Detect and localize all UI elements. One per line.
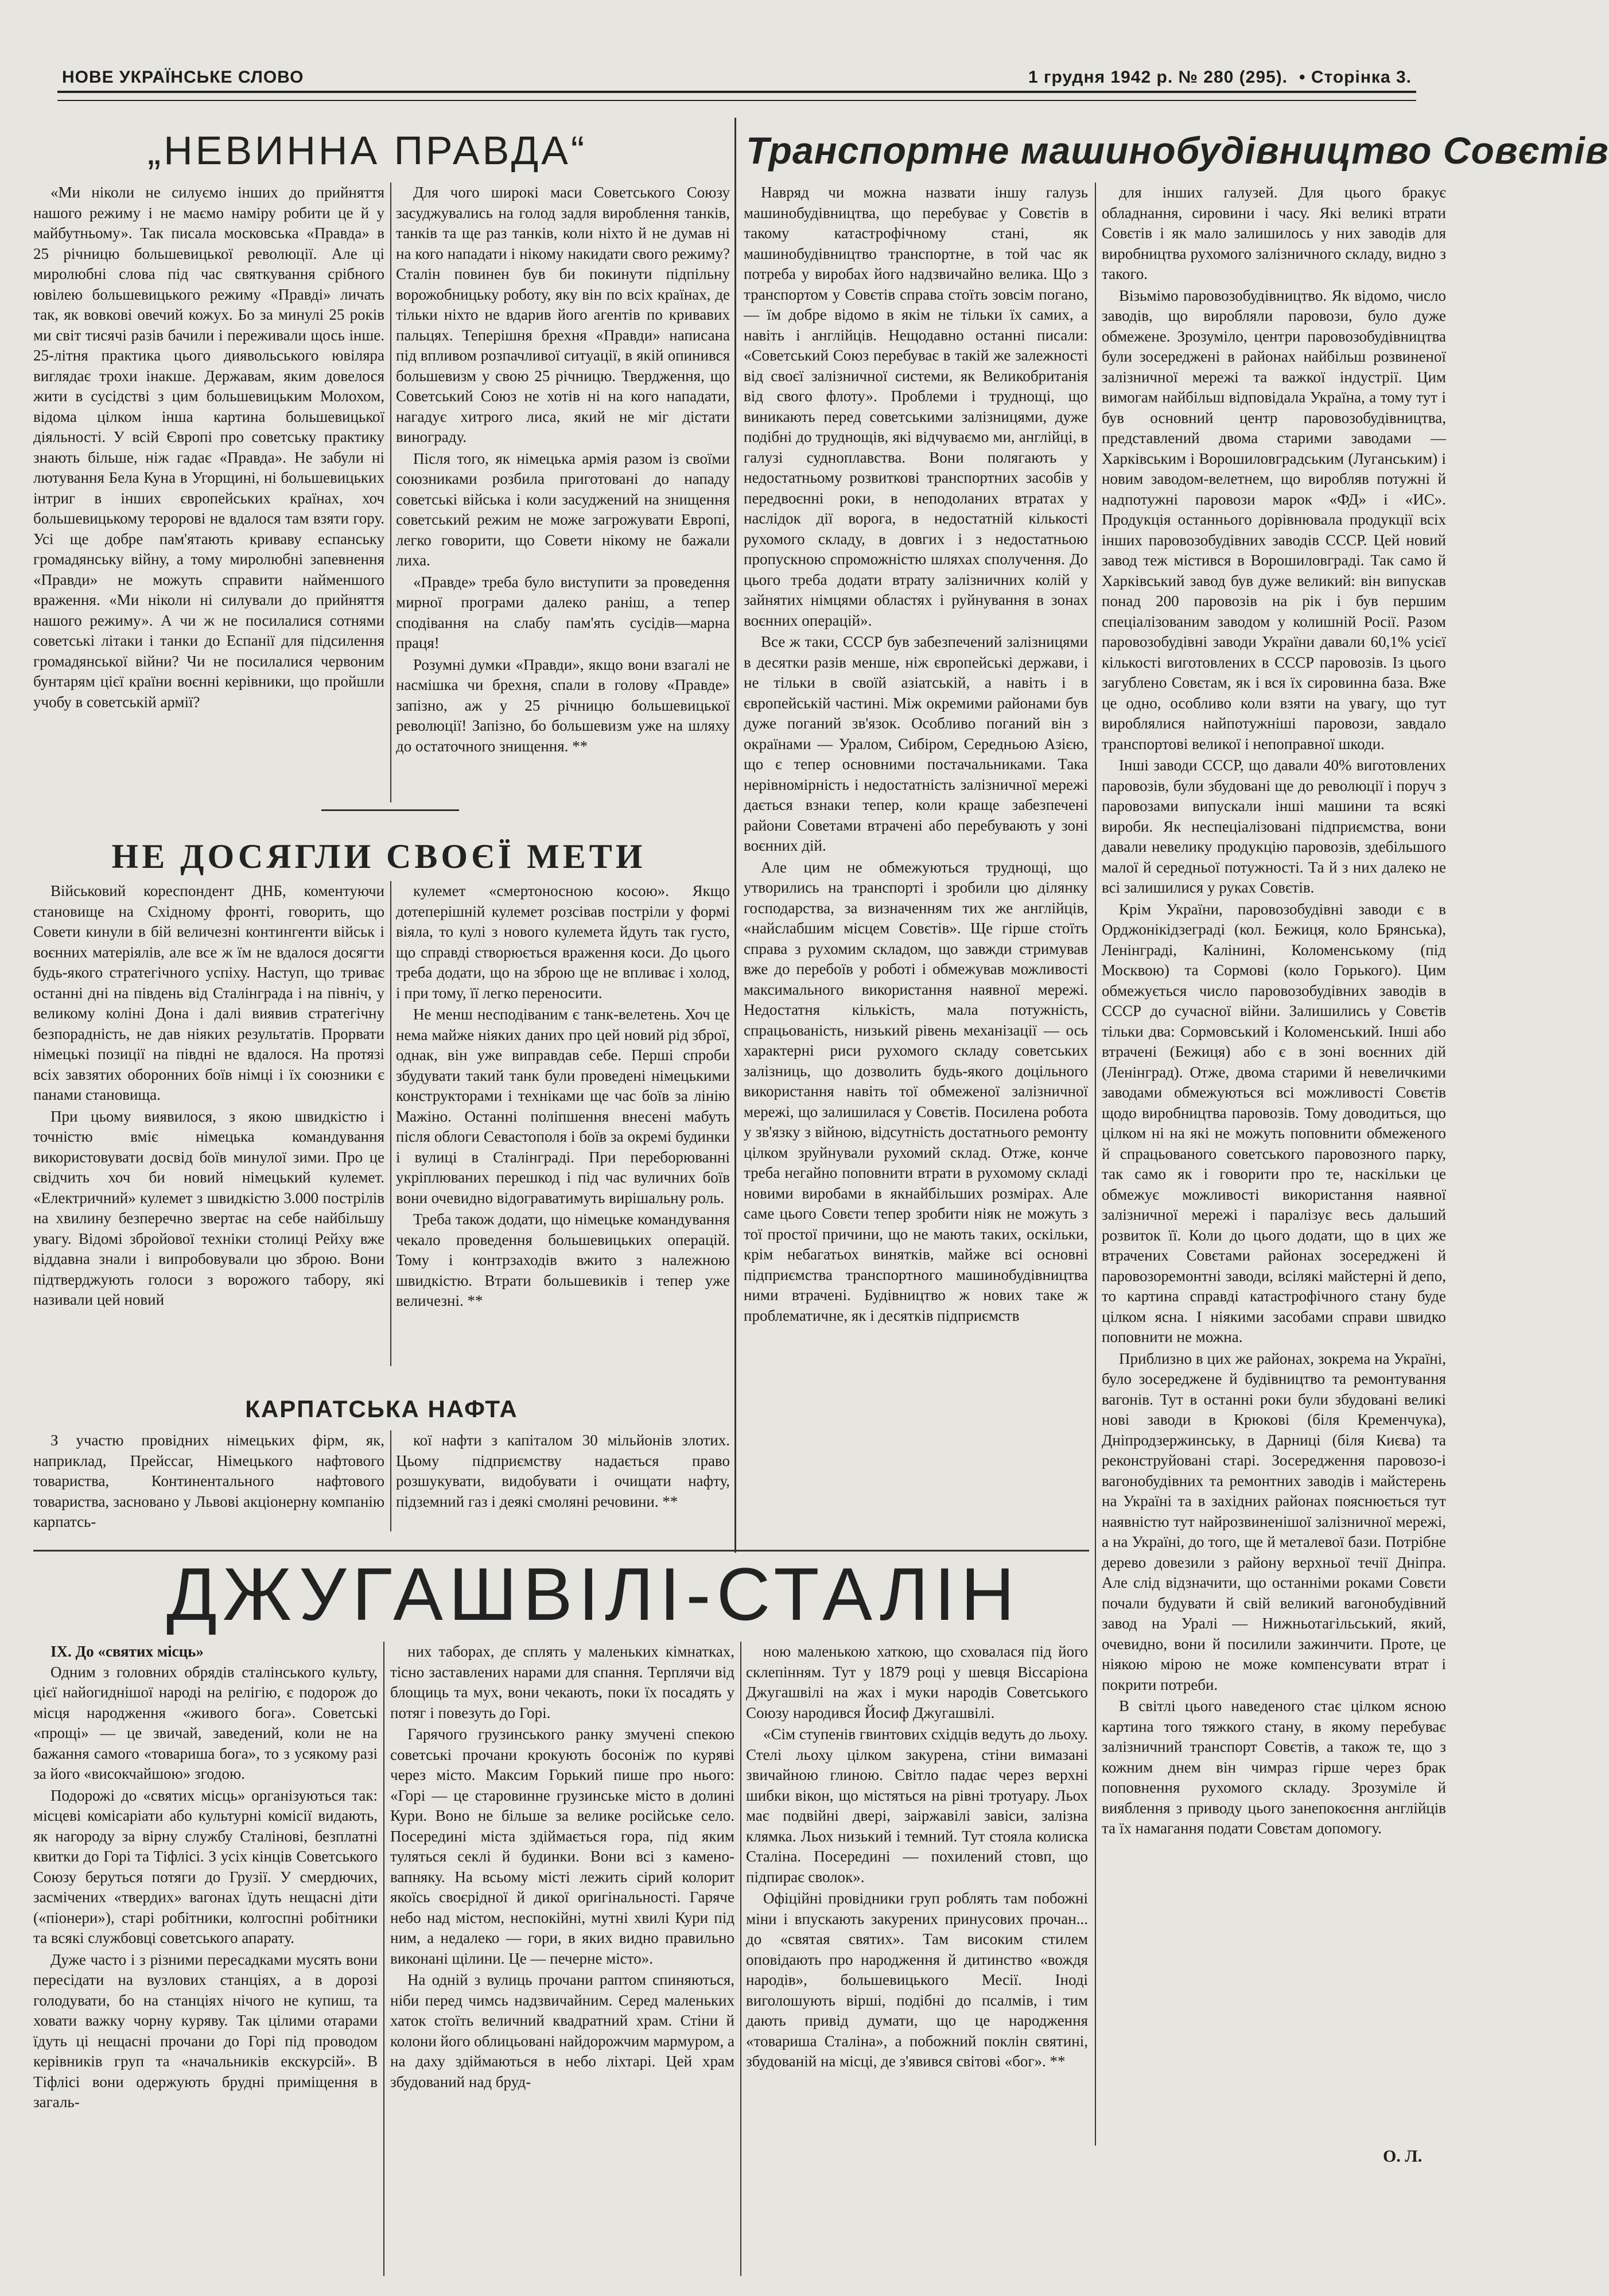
article-transport-col1 [744,183,1088,1572]
headline-transportne: Транспортне машинобудівництво Совєтів [746,129,1609,172]
paragraph: Гарячого грузинського ранку змучені спекою советські прочани крокують босоніж по куряві через місто. Максим Горький пише про нього: «Горі — це старовинне грузинське місто в долині Кури. Воно не більше за велике російське село. Посередині міста здіймається гора, під яким туляться секлі й будинки. Вони всі з камено-вапняку. На всьому місті лежить сірий колорит якоїсь своєрідної й дикої оригінальності. Гаряче небо над містом, неспокійні, мутні хвилі Кури під ним, а недалеко — гори, в яких видно правильно виконані щілини. Це — печерне місто». [390,1725,734,1967]
paragraph: Все ж таки, СССР був забезпечений залізницями в десятки разів менше, ніж європейські держави, і не тільки в своїй азіатській, а навіть і в європейській частині. Між окремими районами був дуже поганий зв'язок. Особливо поганий він з окраїнами — Уралом, Сибіром, Середньою Азією, що є тепер основними постачальниками. Така нерівномірність і недостатність залізничної мережі дається взнаки тепер, коли краще забезпечені райони Советами втрачені або перебувають у зоні воєнних дій. [744,633,1088,854]
column-rule [390,183,391,802]
masthead [62,62,1412,87]
article-nevynna-pravda-col2 [396,183,730,805]
paragraph: «Правде» треба було виступити за проведення мирної програми далеко раніш, а тепер сподівання на слабу пам'ять сусідів—марна праця! [396,573,730,651]
paragraph: Не менш несподіваним є танк-велетень. Хоч це нема майже ніяких даних про цей новий рід зброї, однак, він уже виправдав себе. Перші спроби збудувати такий танк були проведені німецькими конструкторами і техніками ще час боїв за лінію Мажіно. Останні поліпшення внесені мабуть після облоги Севастополя і боїв за окремі будинки і вулиці в Сталінграді. При переборюванні укріплюваних перешкод і під час вуличних боїв вони очевидно відограватимуть вирішальну роль. [396,1006,730,1207]
article-dzhugashvili-col1-body [33,1662,378,2113]
article-dzhugashvili-col1 [33,1642,378,2279]
paragraph: Для чого широкі маси Советського Союзу засуджувались на голод задля вироблення танків, танків та ще раз танків, коли ніхто й не думав ні на кого нападати і нікому накидати свого режиму? Сталін повинен був би покинути підпільну ворожобницьку роботу, яку він по всіх країнах, де тільки ніхто не вдарив його агентів по кривавих пальцях. Теперішня брехня «Правди» написана під впливом розпачливої ситуації, в якій опинився большевизм у свою 25 річницю. Твердження, що Советський Союз не хотів ні на кого нападати, нагадує хитрого лиса, який не міг дістати винограду. [396,184,730,445]
column-rule [740,1642,741,2276]
headline-dzhugashvili: ДЖУГАШВІЛІ-СТАЛІН [166,1552,1021,1636]
column-rule [1095,183,1096,2146]
column-rule [390,1430,391,1531]
paragraph: Після того, як німецька армія разом із своїми союзниками розбила приготовані до нападу советські війська і коли засуджений на знищення советський режим не може загрожувати Европі, легко говорити, що Совети нікому не бажали лиха. [396,449,730,569]
article-karpatska-nafta-col1 [33,1430,384,1534]
issue-info [1028,68,1412,87]
article-dzhugashvili-col3 [746,1642,1088,2279]
paragraph: Одним з головних обрядів сталінського культу, цієї найогиднішої народі на релігію, є подорож до місця народження «живого бога». Советські «прощі» — це звичай, заведений, коли не на бажання самого «товариша бога», то з усякому разі за його «високчайшою» згодою. [33,1663,378,1782]
separator-rule [321,809,459,811]
paragraph: Дуже часто і з різними пересадками мусять вони пересідати на вузлових станціях, а в дорозі голодувати, бо на станціях нічого не купиш, та ховати важку чорну куряву. Так цілими отарами їдуть ці нещасні прочани до Горі під проводом керівників груп та «начальників екскурсій». В Тіфлісі вони одержують брудні приміщення в загаль- [33,1950,378,2111]
paragraph: Візьмімо паровозобудівництво. Як відомо, число заводів, що виробляли паровози, було дуже обмежене. Зрозуміло, центри паровозобудівництва були зосереджені в районах найбільш розвиненої залізничної мережі та важкої індустрії. Цим вимогам найбільш відповідала Україна, а тому тут і був основний центр паровозобудівництва, представлений двома старими заводами — Харківським і Ворошиловградським (Луганським) і новим заводом-велетнем, що виробляв потужні й надпотужні паровози марок «ФД» і «ИС». Продукція останнього дорівнювала продукції всіх інших паровозобудівних заводів СССР. Цей новий завод теж містився в Ворошиловграді. Так само й Харківський завод був дуже великий: він випускав понад 200 паровозів на рік і був першим спеціалізованим заводом у колишній Росії. Разом паровозобудівні заводи України давали 60,1% усієї кількості виготовлених в СССР паровозів. Із цього загублено Совєтам, як і вся їх сировинна база. Вже це одно, особливо коли взяти на увагу, що тут вироблялися найпотужніші паровози, завдало транспортові великої і непоправної шкоди. [1102,286,1446,753]
paragraph: Треба також додати, що німецьке командування чекало проведення большевицьких операцій. Тому і контрзаходів вжито з належною швидкістю. Втрати большевиків і тепер уже величезні. ** [396,1211,730,1309]
paragraph: Але цим не обмежуються труднощі, що утворились на транспорті і зробили цю ділянку господарства, за визначенням тих же англійців, «найслабшим місцем Совєтів». Ще гірше стоїть справа з рухомим складом, що завжди стримував вже до перебоїв у роботі і обмежував можливості максимального використання наявної мережі. Недостатня кількість, мала потужність, спрацьованість, низький рівень механізації — ось характерні риси рухомого складу советських залізниць, що дозволить будь-якого доцільного використання навіть тої обмеженої залізничної мережі, що залишилася у Совєтів. Посилена робота у зв'язку з війною, відсутність достатнього ремонту цілком зруйнували рухомий склад. Отже, конче треба негайно поповнити втрати в рухомому складі новими виробами в якнайбільших розмірах. Але саме цього Совєти тепер зробити ніяк не можуть з тої простої причини, що не мають таких, оскільки, крім небагатьох винятків, майже всі основні підприємства транспортного машинобудівництва ними втрачені. Будівництво ж нових таке ж проблематичне, як і десятків підприємств [744,858,1088,1324]
headline-karpatska-nafta: КАРПАТСЬКА НАФТА [245,1395,518,1422]
article-ne-dosyahly-col1 [33,881,384,1369]
paragraph: При цьому виявилося, з якою швидкістю і точністю вміє німецька командування використовувати досвід боїв минулої зими. Про це свідчить хоч би новий німецький кулемет. «Електричний» кулемет з швидкістю 3.000 пострілів на хвилину безперечно звертає на себе найбільшу увагу. Відомі збройової техніки столиці Рейху вже віддавна знали і випробовували цю зброю. Вони підтверджують голоси з ворожого табору, які називали цей новий [33,1107,384,1308]
headline-ne-dosyahly: НЕ ДОСЯГЛИ СВОЄЇ МЕТИ [111,837,646,875]
paragraph: З участю провідних німецьких фірм, як, наприклад, Прейссаг, Німецького нафтового товариства, Континентального нафтового товариства, засновано у Львові акціонерну компанію карпатсь- [33,1432,384,1530]
article-ne-dosyahly-col2 [396,881,730,1369]
section-rule [734,118,736,1553]
article-transport-col2 [1102,183,1446,2146]
headline-nevynna-pravda: „НЕВИННА ПРАВДА“ [147,128,588,173]
paragraph: Інші заводи СССР, що давали 40% виготовлених паровозів, були збудовані ще до революції і поруч з паровозами випускали інші машини та всякі вироби. Як неспеціалізовані підприємства, вони давали невелику продукцію паровозів, здебільшого малої й середньої потужності. Та й з них далеко не всі залишилися у руках Совєтів. [1102,757,1446,896]
paragraph: Крім України, паровозобудівні заводи є в Орджонікідзеграді (кол. Бежиця, коло Брянська), Ленінграді, Калінині, Коломенському (під Москвою) та Сормові (коло Горького). Цим обмежується число паровозобудівних заводів в СССР до сучасної війни. Залишились у Совєтів тільки два: Сормовський і Коломенський. Інші або втрачені (Бежиця) або є в зоні воєнних дій (Ленінград). Отже, двома старими й невеличкими заводами обмежуються всі можливості Совєтів щодо виробництва паровозів. Тому доводиться, що цілком ні на які не можуть поповнити обмеженого й спрацьованого советського паровозного парку, так само як і говорити про те, наскільки це обмежує можливості використання наявної залізничної мережі і паралізує весь дальший розвиток її. Коли до цього додати, що в цих же втрачених Совєтами районах зосереджені й паровозоремонтні заводи, всілякі майстерні й депо, то картина справді катастрофічного стану буде цілком ясна. І ніякими засобами справи швидко поповнити не можна. [1102,900,1446,1345]
column-rule [383,1642,384,2276]
paragraph: кулемет «смертоносною косою». Якщо дотеперішній кулемет розсівав постріли у формі віяла, то кулі з нового кулемета йдуть так густо, що справді створюється враження коси. До цього треба додати, що на зброю ще не впливає і холод, і при тому, її легко переносити. [396,882,730,1002]
article-subtitle: IX. До «святих місць» [50,1643,204,1660]
masthead-rule [57,91,1416,101]
paragraph: «Ми ніколи не силуємо інших до прийняття нашого режиму і не маємо наміру робити це й у майбутньому». Так писала московська «Правда» в 25 річницю большевицької революції. Але ці миролюбні слова під час святкування срібного ювілею большевицького режиму «Правді» личать так, як вовкові овечий кожух. Бо за минулі 25 років ми світ тисячі разів бачили і переживали щось інше. 25-літня практика цього диявольського ювіляра виглядає трохи інакше. Державам, яким довелося жити в сусідстві з цим большевицьким Молохом, відома цілком інша картина большевицької діяльності. У всій Європі про советську практику знають більше, ніж гадає «Правда». Не забули ні лютування Бела Куна в Угорщині, ні большевицьких інтриг в інших європейських країнах, хоч большевицькому теророві не вдалося там взяти гору. Усі ще добре пам'ятають криваву еспанську громадянську війну, а тому миролюбні запевнення «Правди» не можуть справити найменшого враження. «Ми ніколи ні силували до прийняття нашого режиму». А чи ж не посилалися сотнями советські літаки і танки до Еспанії для підсилення громадянської війни? Чи не посилалися червоним бунтарям цієї країни воєнні керівники, що пройшли учобу в советській армії? [33,184,384,711]
paragraph: «Сім ступенів гвинтових східців ведуть до льоху. Стелі льоху цілком закурена, стіни вимазані звичайною глиною. Світло падає через верхні шибки вікон, що містяться на рівні тротуару. Льох має подвійні двері, заіржавілі завіси, залізна клямка. Льох низький і темний. Тут стояла колиска Сталіна. Посередині — похилений стовп, що підпирає сволок». [746,1725,1088,1886]
paragraph: Офіційні провідники груп роблять там побожні міни і впускають закурених принусових прочан... до «святая святих». Там високим стилем оповідають про народження й дитинство «вождя народів», большевицького Месії. Іноді виголошують вірші, подібні до псалмів, і тим дають привід думати, що це народження «товариша Сталіна», а побожний поклін святині, збудованій на місці, де з'явився світові «бог». ** [746,1890,1088,2070]
article-dzhugashvili-col2 [390,1642,734,2279]
paragraph: них таборах, де сплять у маленьких кімнатках, тісно заставлених нарами для спання. Терплячи від блощиць та мух, вони чекають, поки їх посадять у потяг і повезуть до Горі. [390,1643,734,1721]
paragraph: Навряд чи можна назвати іншу галузь машинобудівництва, що перебуває у Совєтів в такому катастрофічному стані, як машинобудівництво транспортне, в той час як потреба у виробах його надзвичайно велика. Що з транспортом у Совєтів справа стоїть зовсім погано, — їм добре відомо в якім не тільки їх самих, а навіть і англійців. Нещодавно останні писали: «Советський Союз перебуває в такій же залежності від своєї залізничної системи, як Великобританія від свого флоту». Проблеми і труднощі, що виникають перед советськими залізницями, дуже подібні до труднощів, які відчуваємо ми, англійці, в галузі судноплавства. Вони полягають у недостатньому розвиткові транспортних засобів у передвоєнні роки, в неподоланих втратах у наслідок дії ворога, в недостатній кількості рухомого складу, в довгих і з недостатньою пропускною спроможністю шляхах сполучення. До цього треба додати втрату залізничних колій у зайнятих німцями областях і руйнування в зонах воєнних операцій». [744,184,1088,629]
article-signature: О. Л. [1383,2147,1423,2166]
newspaper-name: НОВЕ УКРАЇНСЬКЕ СЛОВО [62,68,304,87]
paragraph: кої нафти з капіталом 30 мільйонів злотих. Цьому підприємству надається право розшукувати, видобувати і очищати нафту, підземний газ і деякі смоляні речовини. ** [396,1432,730,1510]
paragraph: На одній з вулиць прочани раптом спиняються, ніби перед чимсь надзвичайним. Серед маленьких хаток стоїть величний квадратний храм. Стіни й колони його облицьовані найдорожчим мармуром, а на даху здіймаються в небо ліхтарі. Цей храм збудований над бруд- [390,1971,734,2091]
page-number: • Сторінка 3. [1299,68,1412,87]
paragraph: Подорожі до «святих місць» організуються так: місцеві комісаріати або культурні комісії видають, як нагороду за вірну службу Сталінові, безплатні квитки до Горі та Тіфлісі. З усіх кінців Советського Союзу беруться потяги до Грузії. У смердючих, засмічених «твердих» вагонах їдуть нещасні діти («піонери»), старі робітники, колгоспні робітники та всякі службовці советського апарату. [33,1786,378,1946]
article-nevynna-pravda-col1 [33,183,384,805]
paragraph: Військовий кореспондент ДНБ, коментуючи становище на Східному фронті, говорить, що Совети кинули в бій величезні контингенти військ і воєнних матеріялів, але все ж їм не вдалося досягти будь-якого стратегічного успіху. Наступ, що триває останні дні на південь від Сталінграда і на північ, у великому коліні Дона і далі виявив стратегічну безпорадність, не дав ніяких результатів. Прорвати німецькі позиції на півдні не вдалося. На протязі всіх завзятих оборонних боїв німці і їх союзники є панами становища. [33,882,384,1103]
paragraph: Розумні думки «Правди», якщо вони взагалі не насмішка чи брехня, спали в голову «Правде» запізно, аж у 25 річницю большевицької революції! Запізно, бо большевизм уже на шляху до остаточного знищення. ** [396,656,730,755]
column-rule [390,881,391,1366]
paragraph: Приблизно в цих же районах, зокрема на Україні, було зосереджене й будівництво та ремонтування вагонів. Тут в останні роки були збудовані великі нові заводи в Крюкові (біля Кременчука), Дніпродзержинську, в Дарниці (біля Києва) та реконструйовані старі. Зосередження паровозо-і вагонобудівних та ремонтних заводів і майстерень на Україні та в західних районах пояснюється тут наявністю тут найрозвиненішої залізничної мережі, а на Україні, до того, ще й металевої бази. Потрібне дерево довезили з району верхньої течії Дніпра. Але слід відзначити, що останніми роками Совєти почали будувати й свій великий вагонобудівний завод на Уралі — Нижньотагільський, який, очевидно, вони й посилили зажинчити. Проте, це ніякою мірою не може компенсувати втрат і покрити потреби. [1102,1349,1446,1693]
paragraph: ною маленькою хаткою, що сховалася під його склепінням. Тут у 1879 році у шевця Віссаріона Джугашвілі на жах і муки народів Советського Союзу народився Йосиф Джугашвілі. [746,1643,1088,1721]
issue-date: 1 грудня 1942 р. № 280 (295). [1028,68,1288,87]
article-karpatska-nafta-col2 [396,1430,730,1534]
paragraph: для інших галузей. Для цього бракує обладнання, сировини і часу. Які великі втрати Совєтів і як мало залишилось у них заводів для виробництва рухомого залізничного складу, видно з такого. [1102,184,1446,282]
paragraph: В світлі цього наведеного стає цілком ясною картина того тяжкого стану, в якому перебуває залізничний транспорт Совєтів, а також те, що з кожним днем він чимраз гірше через брак поповнення рухомого складу. Зрозуміле й вияблення з приводу цього занепокоєння англійців та їх намагання подати Совєтам допомогу. [1102,1697,1446,1837]
